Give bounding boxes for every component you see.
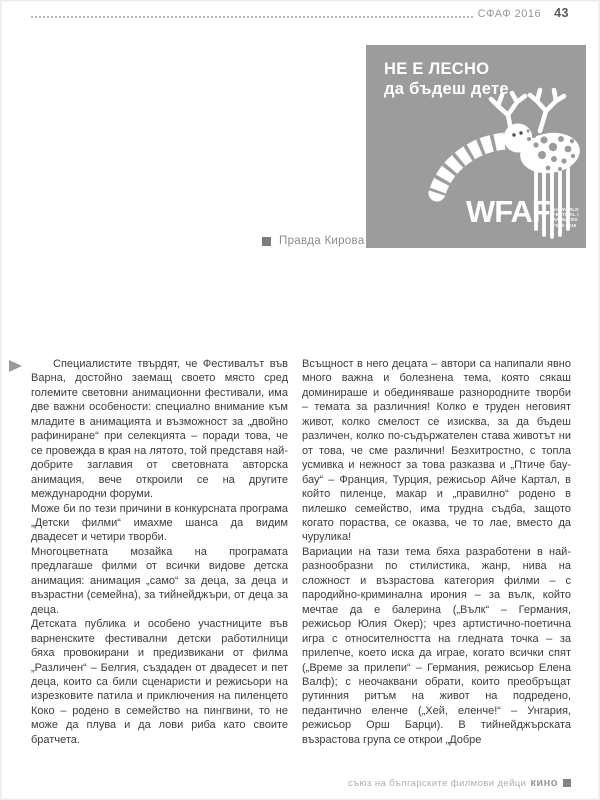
film-poster-box — [366, 45, 586, 248]
paragraph: Вариации на тази тема бяха разработени в най-разнообразни по стилистика, жанр, нива на сложност и възрастова категория филми – с пародийно-криминална ирония – за вълк, който мечтае да е балерина („Вълк“ – Германия, режисьор Юлия Окер); чрез артистично-поетична игра с относителността на гледната точка – за прилепче, което иска да играе, когато всички спят („Време за прилепи“ – Германия, режисьор Елена Валф); с неочаквани обрати, които преобръщат рутинния ритъм на живот на подредено, педантично еленче („Хей, еленче!“ – Унгария, режисьор Орш Барци). В тийнейджърската възрастова група се открои „Добре — [302, 545, 571, 746]
article-right-column — [302, 357, 571, 747]
dotted-leader — [31, 7, 473, 18]
poster-title-line1: НЕ Е ЛЕСНО — [384, 60, 490, 78]
paragraph: Може би по тези причини в конкурсната програма „Детски филми“ имахме шанса да видим двадесет и четири творби. — [31, 502, 288, 544]
paragraph-arrow-icon — [9, 360, 22, 372]
wfaf-logo-word: WFAF — [466, 194, 550, 229]
journal-title: СФАФ 2016 — [477, 8, 542, 20]
footer-text: съюз на българските филмови дейци — [348, 777, 527, 789]
square-bullet-icon — [563, 779, 571, 787]
poster-title — [384, 59, 509, 99]
paragraph: Специалистите твърдят, че Фестивалът във Варна, достойно заемащ своето място сред големите световни анимационни фестивали, има две важни особености: специално внимание към младите в анимацията и възможност за „двойно рафиниране“ при селекцията – поради това, че се провежда в края на лятото, той представя най-добрите заглавия от световната авторска анимация, вече откроили се на другите международни форуми. — [31, 358, 288, 501]
square-bullet-icon — [262, 237, 271, 246]
paragraph: Многоцветната мозайка на програмата предлагаше филми от всички видове детска анимация: анимация „само“ за деца, за деца и възрастни (семейна), за тийнейджъри, от деца за деца. — [31, 545, 288, 616]
paragraph: Всъщност в него децата – автори са напипали явно много важна и болезнена тема, която сякаш доминираше и обединяваше разнородните творби – темата за различния! Колко е труден неговият живот, колко смелост се изисква, за да бъдеш различен, колко по-съдържателен става животът ни от това, че сме различни! Безхитростно, с топла усмивка и нежност за това разказва и „Птиче бау-бау“ – Франция, Турция, режисьор Айче Картал, в който пиленце, макар и „правилно“ родено в пилешко семейство, има трудна съдба, защото когато пораства, се оказва, че то лае, вместо да чурулика! — [302, 358, 571, 544]
page-number: 43 — [554, 6, 569, 20]
footer-brand: кино — [530, 777, 558, 789]
article-left-column — [31, 357, 288, 747]
paragraph: Детската публика и особено участниците във варненските фестивални детски работилници бяха провокирани и предизвикани от филма „Различен“ – Белгия, създаден от двадесет и пет деца, които са били сценаристи и режисьори на изрезковите патила и приключения на пиленцето Коко – родено в семейство на пингвини, то не може да плува и да лови риба като своите братчета. — [31, 618, 288, 746]
page-header — [31, 4, 569, 20]
author-credit — [262, 235, 365, 247]
wfaf-logo — [466, 195, 579, 229]
author-name: Правда Кирова — [279, 235, 365, 247]
wfaf-logo-subtext: XX WORLD FESTIVAL / ANIMATED FILM 2016 — [552, 207, 579, 228]
poster-title-line2: да бъдеш дете — [384, 80, 509, 98]
page-footer — [348, 777, 571, 789]
